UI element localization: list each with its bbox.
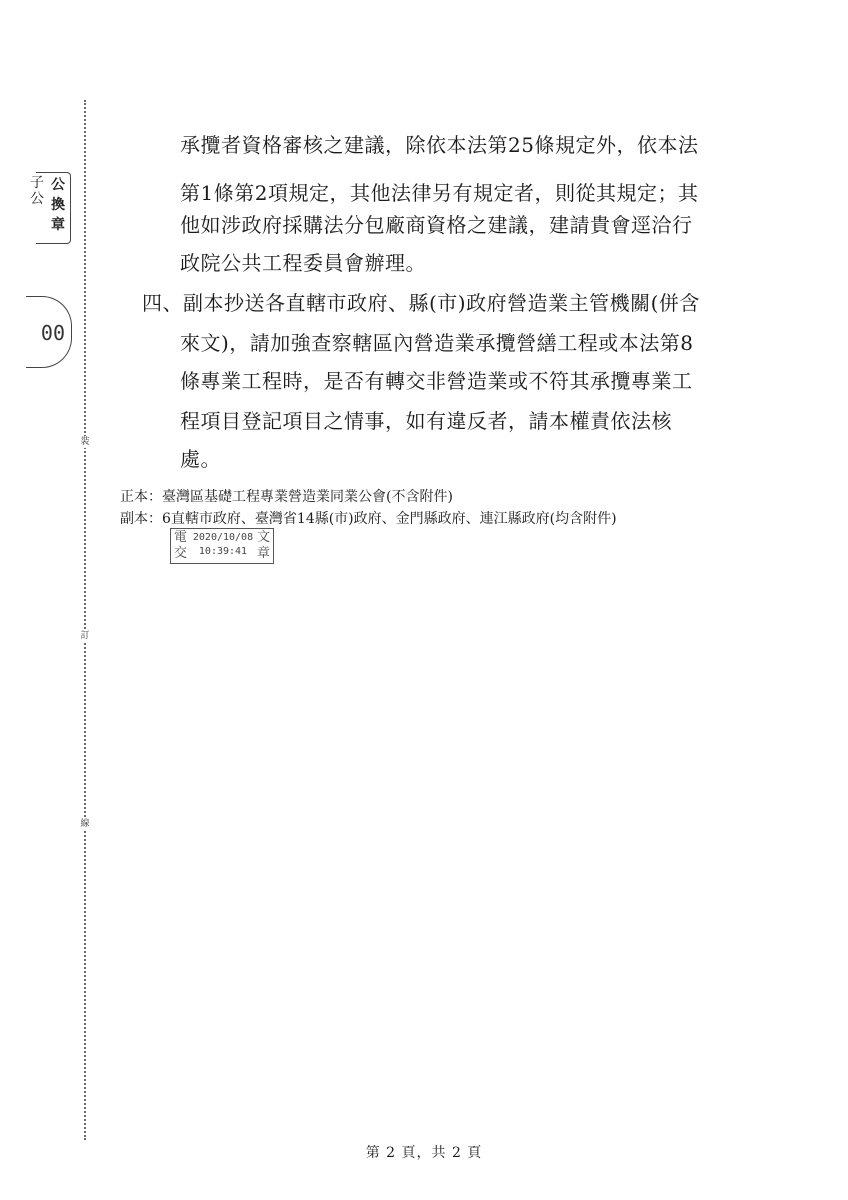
body-line: 條專業工程時，是否有轉交非營造業或不符其承攬專業工 — [180, 369, 693, 393]
binding-mark-xian: 線 — [78, 818, 92, 830]
stamp-char: 章 — [257, 546, 271, 561]
body-line: 處。 — [180, 447, 221, 471]
body-line: 他如涉政府採購法分包廠商資格之建議，建請貴會逕洽行 — [180, 213, 693, 237]
side-seal-number: 00 — [26, 296, 72, 368]
recipient-main: 正本：臺灣區基礎工程專業營造業同業公會(不含附件) — [120, 489, 453, 505]
body-line-item-four: 四、副本抄送各直轄市政府、縣(市)政府營造業主管機關(併含 — [142, 291, 700, 315]
stamp-char: 文 — [257, 530, 271, 545]
binding-line — [84, 100, 86, 1140]
body-line: 承攬者資格審核之建議，除依本法第25條規定外，依本法 — [180, 133, 699, 157]
side-seal-stamp — [30, 172, 71, 244]
body-line: 來文)，請加強查察轄區內營造業承攬營繕工程或本法第8 — [180, 331, 694, 355]
side-seal-left-text: 子公 — [30, 175, 44, 207]
body-line: 政院公共工程委員會辦理。 — [180, 251, 426, 275]
stamp-date: 2020/10/08 — [192, 532, 254, 543]
side-seal-right-text: 公換章 — [51, 177, 65, 233]
page-number: 第 2 頁，共 2 頁 — [365, 1145, 483, 1161]
stamp-datetime — [189, 531, 257, 559]
stamp-char: 電 — [174, 530, 188, 545]
recipient-copy: 副本：6直轄市政府、臺灣省14縣(市)政府、金門縣政府、連江縣政府(均含附件) — [120, 511, 617, 527]
stamp-time: 10:39:41 — [198, 546, 248, 557]
binding-mark-zhuang: 裝 — [78, 436, 92, 448]
binding-mark-ding: 訂 — [78, 630, 92, 642]
stamp-char: 交 — [174, 546, 188, 561]
electronic-exchange-stamp — [170, 528, 274, 564]
body-line: 程項目登記項目之情事，如有違反者，請本權責依法核 — [180, 409, 672, 433]
body-line: 第1條第2項規定，其他法律另有規定者，則從其規定；其 — [180, 181, 699, 205]
